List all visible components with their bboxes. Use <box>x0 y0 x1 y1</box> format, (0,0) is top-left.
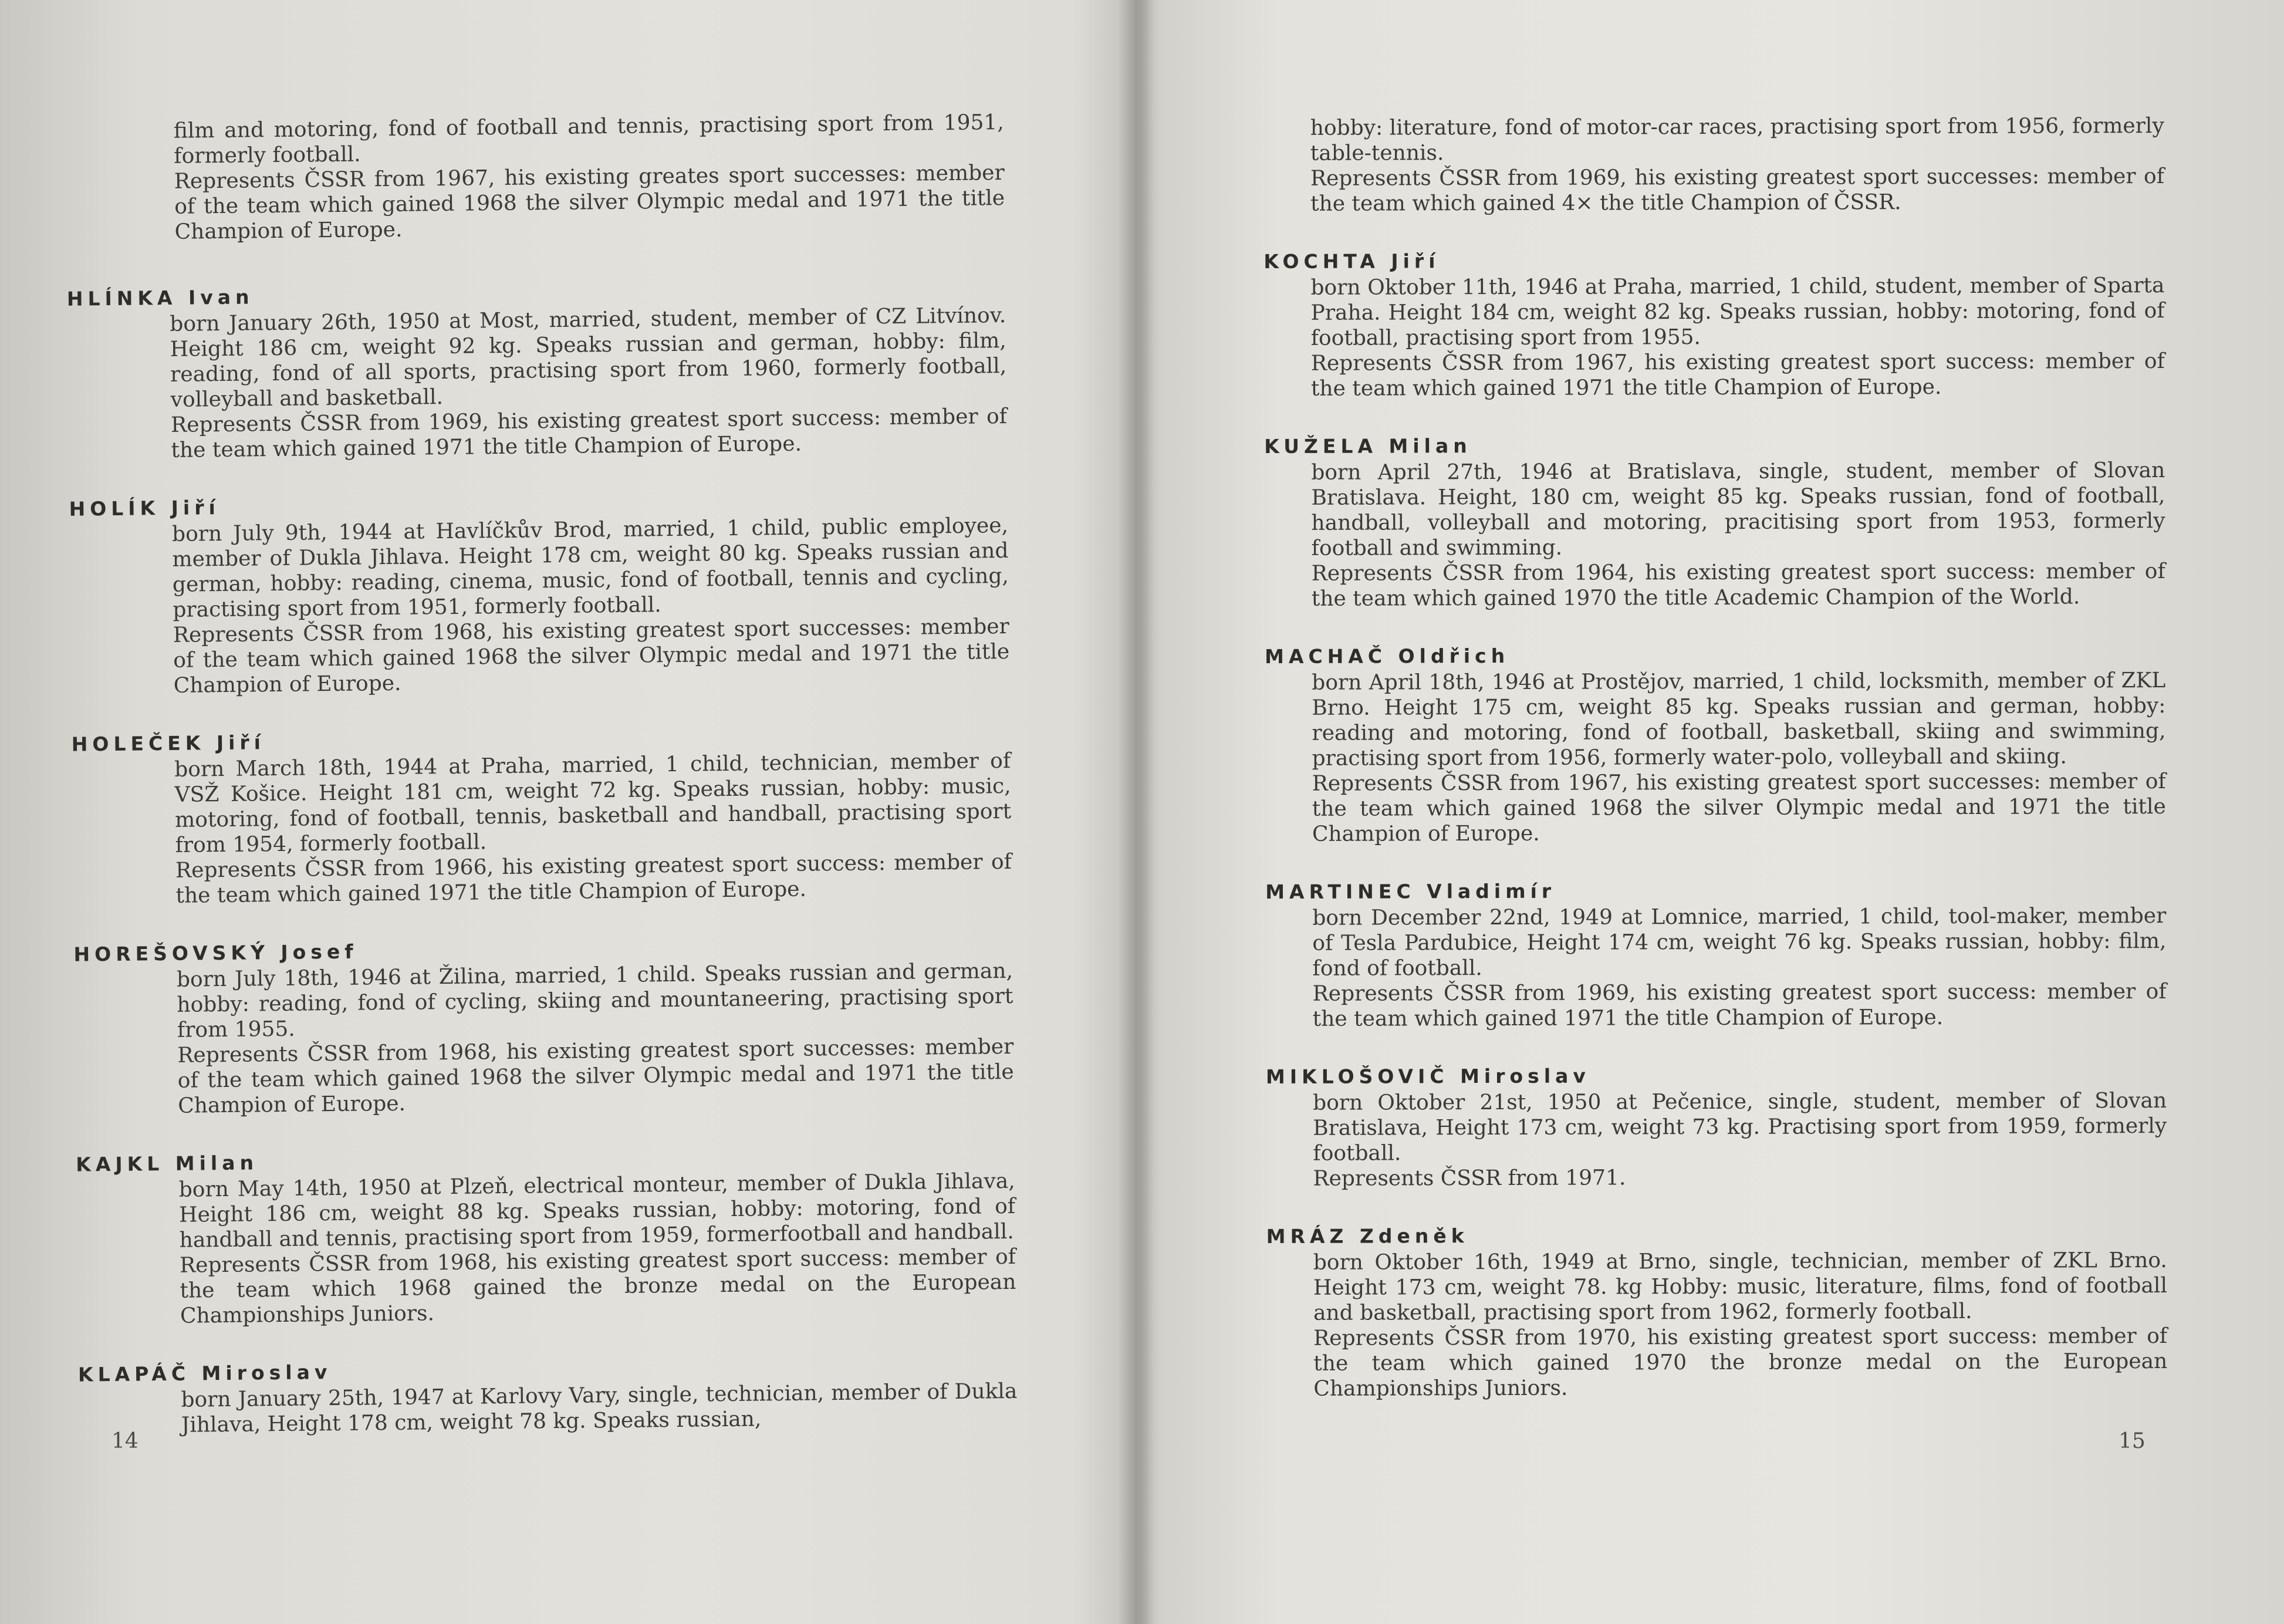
page-number: 14 <box>112 1429 138 1453</box>
intro-paragraph: Represents ČSSR from 1967, his existing greates sport successes: member of the team which gained 1968 the silver Olympic medal and 1971 the title Champion of Europe. <box>174 160 1005 244</box>
player-entry-machac <box>1262 642 2166 847</box>
player-bio <box>1312 668 2166 847</box>
player-name: MARTINEC Vladimír <box>1265 879 1556 904</box>
bio-paragraph: born January 25th, 1947 at Karlovy Vary, single, technician, member of Dukla Jihlava, Height 178 cm, weight 78 kg. Speaks russian, <box>181 1379 1018 1437</box>
left-page <box>66 0 1018 1624</box>
bio-paragraph: Represents ČSSR from 1969, his existing greatest sport success: member of the team which gained 1971 the title Champion of Europe. <box>170 404 1008 462</box>
intro-paragraph: hobby: literature, fond of motor-car races, practising sport from 1956, formerly table-tennis. <box>1310 113 2164 166</box>
player-name: MACHAČ Oldřich <box>1265 644 1510 668</box>
player-entry-miklosovic <box>1263 1062 2167 1191</box>
page-number: 15 <box>2119 1429 2146 1453</box>
bio-paragraph: born March 18th, 1944 at Praha, married, 1 child, technician, member of VSŽ Košice. Height 181 cm, weight 72 kg. Speaks russian, hobby: music, motoring, fond of football, tennis, basketball and handball, practising sport from 1954, formerly football. <box>174 748 1012 857</box>
bio-paragraph: Represents ČSSR from 1970, his existing greatest sport success: member of the team which gained 1970 the bronze medal on the European Championships Juniors. <box>1313 1323 2168 1401</box>
bio-paragraph: born Oktober 11th, 1946 at Praha, married, 1 child, student, member of Sparta Praha. Height 184 cm, weight 82 kg. Speaks russian, hobby: motoring, fond of football, practising sport from 1955. <box>1310 273 2165 350</box>
bio-paragraph: born Oktober 16th, 1949 at Brno, single, technician, member of ZKL Brno. Height 173 cm, weight 78. kg Hobby: music, literature, films, fond of football and basketball, practising sport from 1962, formerly football. <box>1313 1248 2167 1325</box>
intro-paragraph: film and motoring, fond of football and tennis, practising sport from 1951, formerly football. <box>173 110 1004 168</box>
player-entry-holecek <box>71 722 1012 909</box>
player-bio <box>1310 273 2165 401</box>
player-name: HOLÍK Jiří <box>69 496 220 521</box>
bio-paragraph: Represents ČSSR from 1964, his existing greatest sport success: member of the team which gained 1970 the title Academic Champion of the World. <box>1311 559 2165 611</box>
bio-paragraph: Represents ČSSR from 1967, his existing greatest sport successes: member of the team which gained 1968 the silver Olympic medal and 1971 the title Champion of Europe. <box>1312 769 2166 846</box>
player-name: KAJKL Milan <box>76 1151 259 1176</box>
player-entry-kochta <box>1261 247 2165 401</box>
player-name: KOCHTA Jiří <box>1263 249 1440 274</box>
left-page-text <box>66 110 1018 1439</box>
player-entry-horesovsky <box>73 933 1014 1119</box>
bio-paragraph: Represents ČSSR from 1968, his existing greatest sport successes: member of the team which gained 1968 the silver Olympic medal and 1971 the title Champion of Europe. <box>173 614 1010 698</box>
bio-paragraph: born April 18th, 1946 at Prostějov, married, 1 child, locksmith, member of ZKL Brno. Height 175 cm, weight 85 kg. Speaks russian and german, hobby: reading and motoring, fond of football, basketball, skiing and swimming, practising sport from 1956, formerly water-polo, volleyball and skiing. <box>1312 668 2166 771</box>
player-name: HOREŠOVSKÝ Josef <box>73 940 358 966</box>
player-bio <box>1311 458 2165 612</box>
player-bio <box>177 958 1015 1119</box>
right-intro <box>1310 113 2164 217</box>
player-name: KUŽELA Milan <box>1264 434 1472 458</box>
player-bio <box>179 1169 1017 1329</box>
book-gutter <box>1118 0 1153 1624</box>
bio-paragraph: Represents ČSSR from 1971. <box>1313 1166 1626 1191</box>
player-bio <box>1312 903 2167 1032</box>
bio-paragraph: Represents ČSSR from 1968, his existing greatest sport successes: member of the team which gained 1968 the silver Olympic medal and 1971 the title Champion of Europe. <box>177 1034 1014 1118</box>
player-entry-klapac <box>77 1353 1018 1439</box>
player-bio <box>172 513 1010 698</box>
player-name: MIKLOŠOVIČ Miroslav <box>1265 1064 1590 1089</box>
player-bio <box>170 303 1008 463</box>
bio-paragraph: born Oktober 21st, 1950 at Pečenice, single, student, member of Slovan Bratislava, Height 173 cm, weight 73 kg. Practising sport from 1959, formerly football. <box>1313 1088 2167 1166</box>
player-bio <box>1313 1088 2167 1191</box>
player-name: HLÍNKA Ivan <box>66 285 254 310</box>
bio-paragraph: Represents ČSSR from 1967, his existing greatest sport success: member of the team which gained 1971 the title Champion of Europe. <box>1310 349 2165 401</box>
player-name: MRÁZ Zdeněk <box>1266 1224 1469 1248</box>
intro-paragraph: Represents ČSSR from 1969, his existing greatest sport successes: member of the team which gained 4× the title Champion of ČSSR. <box>1310 164 2165 216</box>
player-bio <box>174 748 1012 909</box>
player-bio <box>1313 1248 2168 1402</box>
bio-paragraph: Represents ČSSR from 1969, his existing greatest sport success: member of the team which gained 1971 the title Champion of Europe. <box>1312 979 2167 1031</box>
bio-paragraph: born April 27th, 1946 at Bratislava, single, student, member of Slovan Bratislava. Height, 180 cm, weight 85 kg. Speaks russian, fond of football, handball, volleyball and motoring, pracitising sport from 1953, formerly football and swimming. <box>1311 458 2165 561</box>
right-page-text <box>1261 113 2168 1402</box>
player-entry-mraz <box>1263 1222 2168 1402</box>
bio-paragraph: Represents ČSSR from 1966, his existing greatest sport success: member of the team which gained 1971 the title Champion of Europe. <box>175 849 1012 908</box>
player-bio <box>181 1379 1018 1438</box>
bio-paragraph: born January 26th, 1950 at Most, married, student, member of CZ Litvínov. Height 186 cm, weight 92 kg. Speaks russian and german, hobby: film, reading, fond of all sports, practising sport from 1960, formerly football, volleyball and basketball. <box>170 303 1007 412</box>
player-entry-hlinka <box>66 277 1008 464</box>
bio-paragraph: born July 18th, 1946 at Žilina, married, 1 child. Speaks russian and german, hobby: reading, fond of cycling, skiing and mountaneering, practising sport from 1955. <box>176 958 1013 1042</box>
player-name: HOLEČEK Jiří <box>71 731 266 756</box>
right-page <box>1262 0 2168 1624</box>
player-name: KLAPÁČ Miroslav <box>77 1360 332 1386</box>
bio-paragraph: born May 14th, 1950 at Plzeň, electrical monteur, member of Dukla Jihlava, Height 186 cm, weight 88 kg. Speaks russian, hobby: motoring, fond of handball and tennis, practising sport from 1959, formerfootball and handball. <box>178 1169 1016 1252</box>
player-entry-martinec <box>1262 877 2167 1032</box>
bio-paragraph: Represents ČSSR from 1968, his existing greatest sport success: member of the team which 1968 gained the bronze medal on the European Championships Juniors. <box>179 1244 1016 1328</box>
player-entry-kuzela <box>1261 432 2165 612</box>
left-intro <box>174 110 1005 245</box>
bio-paragraph: born July 9th, 1944 at Havlíčkův Brod, married, 1 child, public employee, member of Dukla Jihlava. Height 178 cm, weight 80 kg. Speaks russian and german, hobby: reading, cinema, music, fond of football, tennis and cycling, practising sport from 1951, formerly football. <box>171 513 1009 622</box>
bio-paragraph: born December 22nd, 1949 at Lomnice, married, 1 child, tool-maker, member of Tesla Pardubice, Height 174 cm, weight 76 kg. Speaks russian, hobby: film, fond of football. <box>1312 903 2167 981</box>
player-entry-holik <box>69 487 1010 699</box>
player-entry-kajkl <box>76 1143 1016 1329</box>
